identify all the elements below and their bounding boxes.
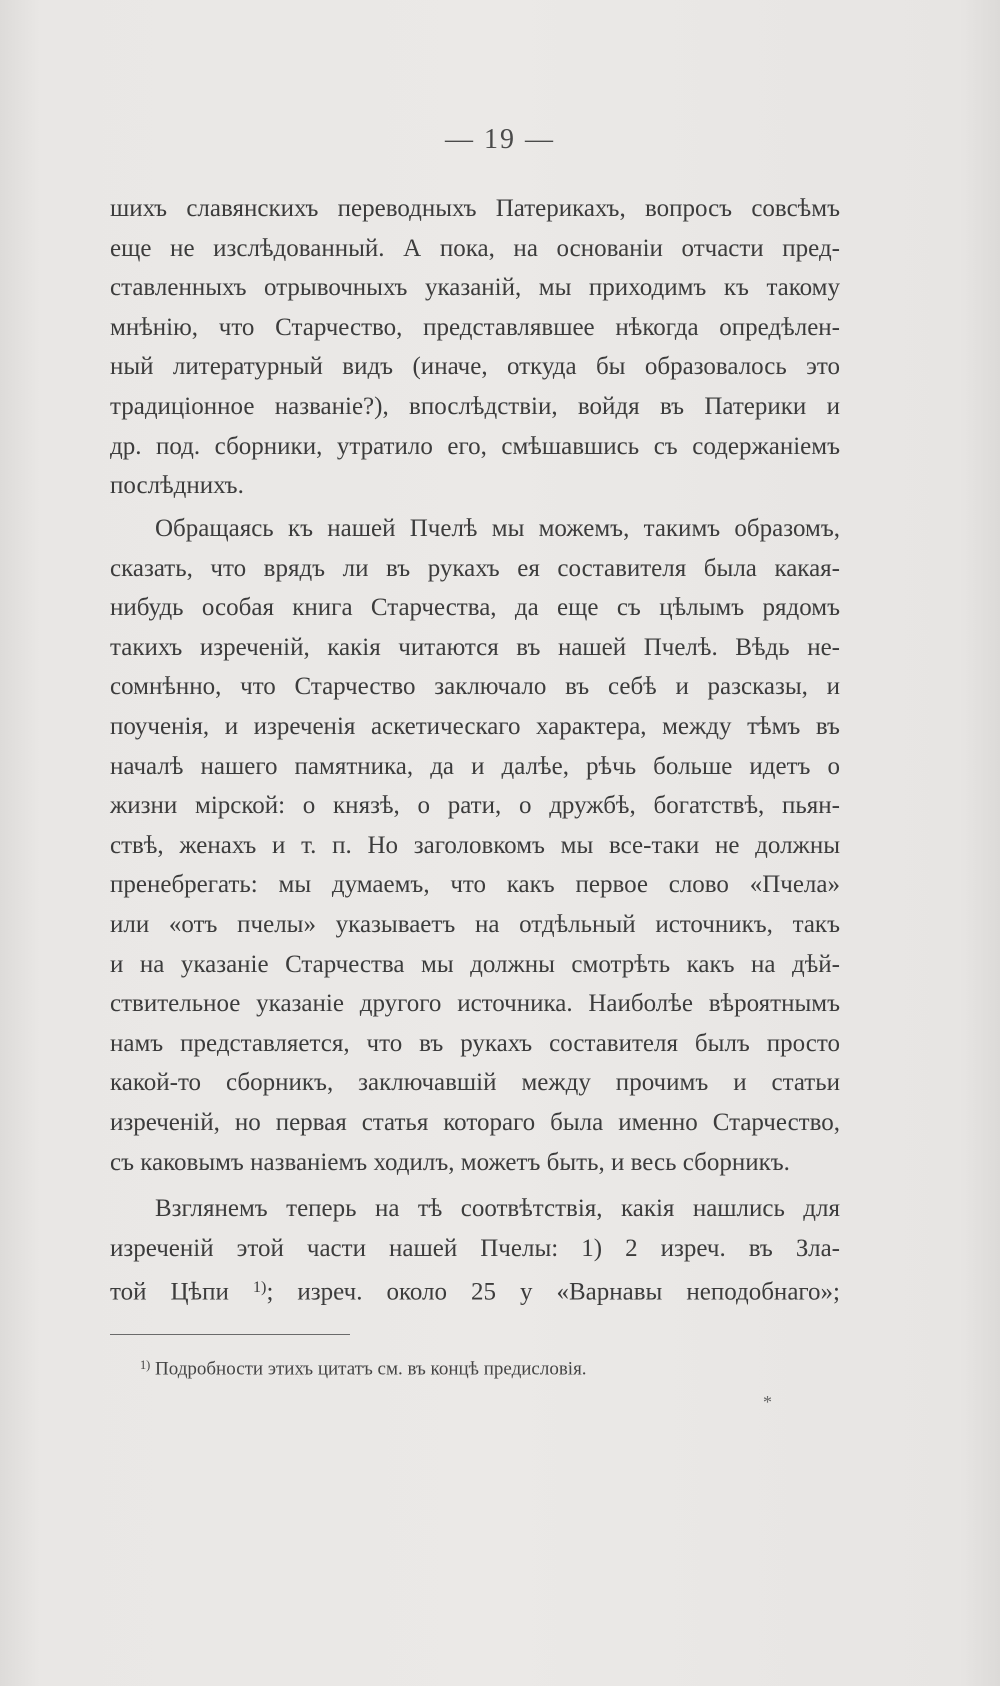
footnote-reference: 1) [252, 1278, 267, 1297]
text-line-with-footnote-ref [110, 1268, 840, 1308]
text-line: намъ представляется, что въ рукахъ составителя былъ просто [110, 1029, 840, 1057]
text-line: такихъ изреченій, какія читаются въ нашей Пчелѣ. Вѣдь не- [110, 633, 840, 661]
text-line: съ каковымъ названіемъ ходилъ, можетъ быть, и весь сборникъ. [110, 1148, 790, 1176]
text-line: изреченій этой части нашей Пчелы: 1) 2 изреч. въ Зла- [110, 1234, 840, 1262]
text-line: еще не изслѣдованный. А пока, на основаніи отчасти пред- [110, 234, 840, 262]
page-number: — 19 — [445, 124, 555, 155]
text-line: сомнѣнно, что Старчество заключало въ себѣ и разсказы, и [110, 673, 840, 701]
paragraph-1 [110, 189, 840, 506]
text-line: Обращаясь къ нашей Пчелѣ мы можемъ, такимъ образомъ, [155, 515, 840, 542]
paragraph-3 [110, 1189, 840, 1308]
text-line: традиціонное названіе?), впослѣдствіи, войдя въ Патерики и [110, 392, 840, 420]
text-line: послѣднихъ. [110, 472, 244, 500]
text-fragment: той Цѣпи [110, 1278, 229, 1306]
footnote-text: Подробности этихъ цитатъ см. въ концѣ предисловія. [155, 1358, 587, 1380]
text-line: поученія, и изреченія аскетическаго характера, между тѣмъ въ [110, 712, 840, 740]
text-line: ставленныхъ отрывочныхъ указаній, мы приходимъ къ такому [110, 274, 840, 302]
footnote-marker: 1) [140, 1358, 151, 1372]
text-line: пренебрегать: мы думаемъ, что какъ первое слово «Пчела» [110, 871, 840, 899]
text-line: ный литературный видъ (иначе, откуда бы образовалось это [110, 353, 840, 381]
text-line: какой-то сборникъ, заключавшій между прочимъ и статьи [110, 1069, 840, 1097]
signature-mark: * [763, 1392, 772, 1412]
text-fragment: ; изреч. около 25 у «Варнавы неподобнаго»; [266, 1278, 840, 1306]
text-line: мнѣнію, что Старчество, представлявшее нѣкогда опредѣлен- [110, 313, 840, 341]
text-line: ствительное указаніе другого источника. Наиболѣе вѣроятнымъ [110, 990, 840, 1018]
text-line: жизни мірской: о князѣ, о рати, о дружбѣ, богатствѣ, пьян- [110, 792, 840, 820]
text-line: началѣ нашего памятника, да и далѣе, рѣчь больше идетъ о [110, 752, 840, 780]
footnote [140, 1358, 587, 1381]
text-line: Взглянемъ теперь на тѣ соотвѣтствія, какія нашлись для [155, 1195, 840, 1222]
footnote-divider [110, 1334, 350, 1335]
text-line: нибудь особая книга Старчества, да еще съ цѣлымъ рядомъ [110, 594, 840, 622]
text-line: шихъ славянскихъ переводныхъ Патерикахъ, вопросъ совсѣмъ [110, 195, 840, 222]
text-line: изреченій, но первая статья котораго была именно Старчество, [110, 1108, 840, 1136]
text-line: и на указаніе Старчества мы должны смотрѣть какъ на дѣй- [110, 950, 840, 978]
text-line: ствѣ, женахъ и т. п. Но заголовкомъ мы все-таки не должны [110, 831, 840, 859]
text-line: сказать, что врядъ ли въ рукахъ ея составителя была какая- [110, 554, 840, 582]
text-line: или «отъ пчелы» указываетъ на отдѣльный источникъ, такъ [110, 910, 840, 938]
paragraph-2 [110, 509, 840, 1182]
text-line: др. под. сборники, утратило его, смѣшавшись съ содержаніемъ [110, 432, 840, 460]
